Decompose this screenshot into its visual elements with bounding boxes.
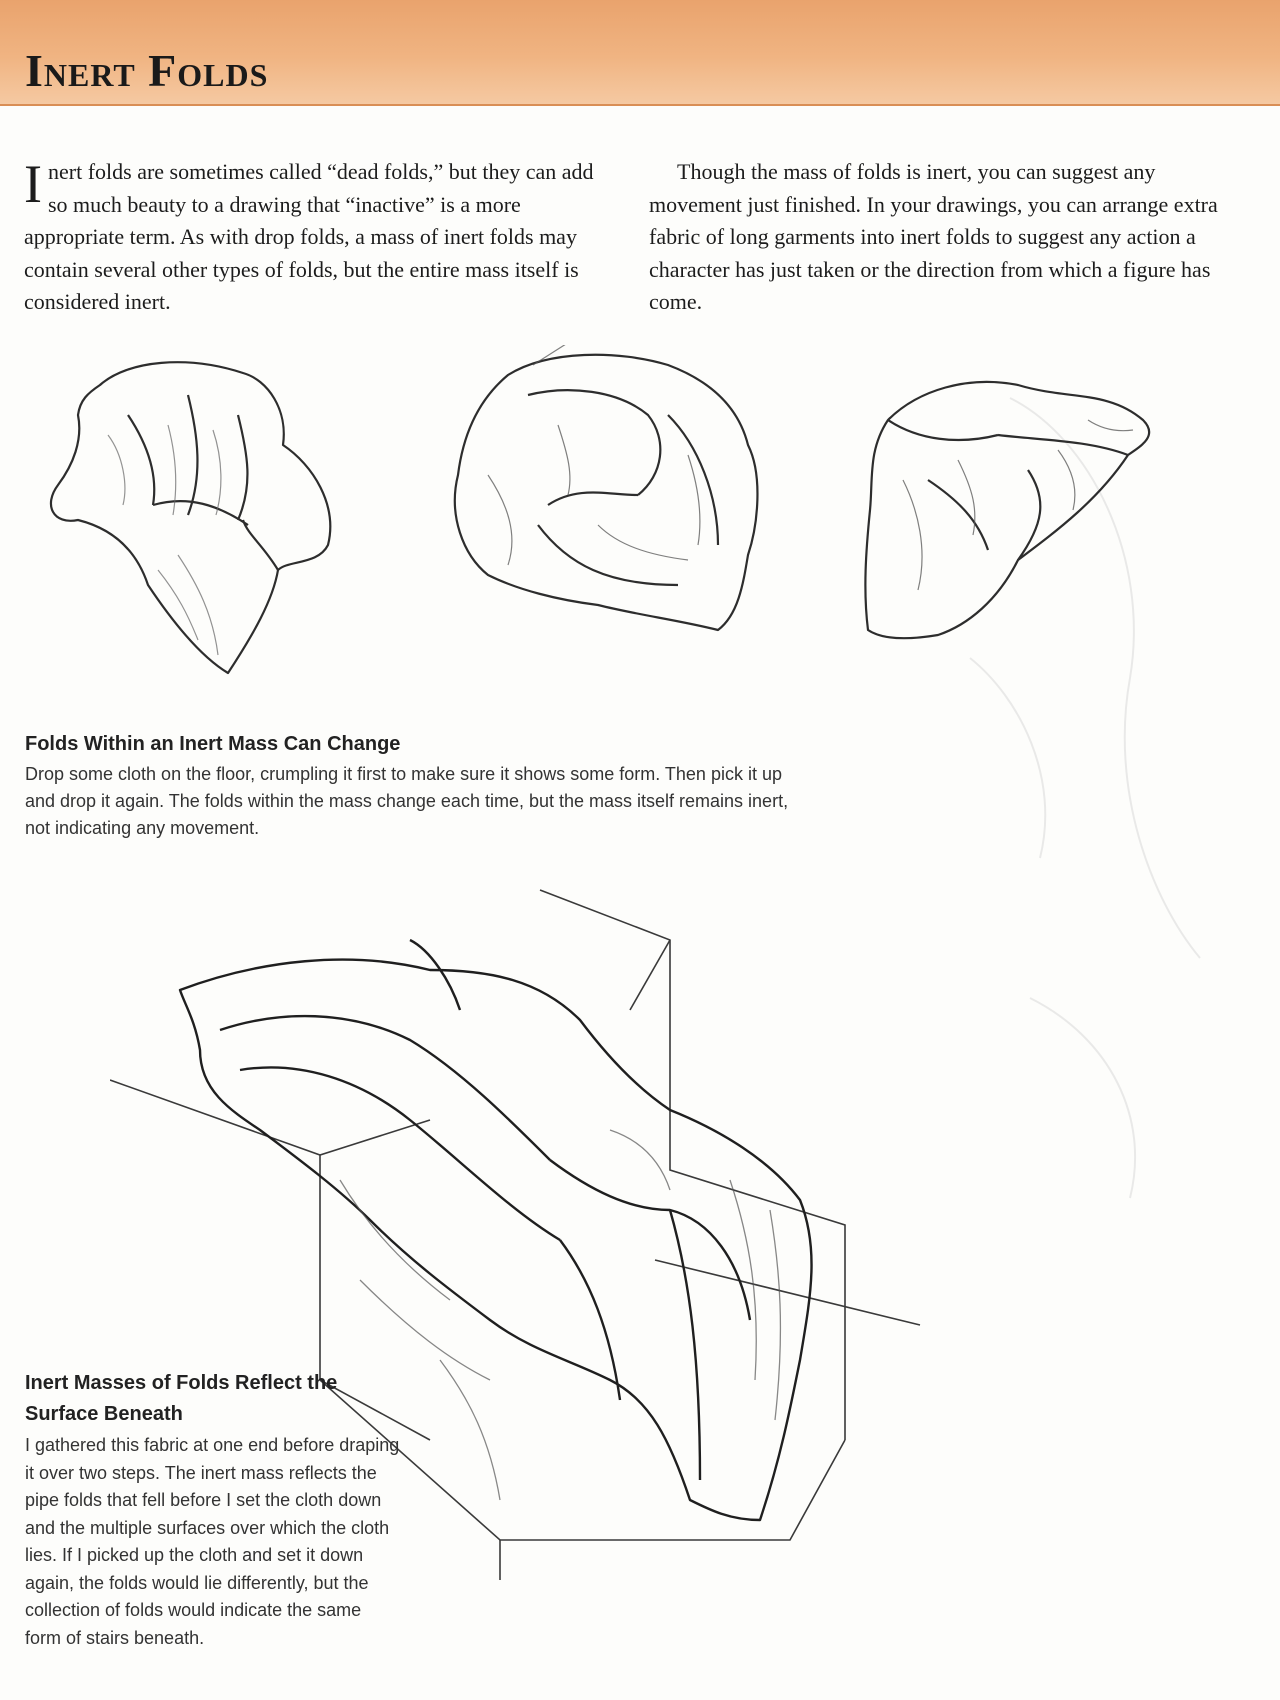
caption-2-line: I gathered this fabric at one end before draping [25,1435,400,1455]
caption-2-body [25,1432,435,1652]
cloth-sketch-folded [858,360,1238,690]
intro-paragraph-left [24,156,616,319]
caption-2-line: pipe folds that fell before I set the cloth down [25,1490,382,1510]
caption-1-body [25,761,855,842]
caption-2-line: collection of folds would indicate the same [25,1600,362,1620]
caption-2-line: form of stairs beneath. [25,1627,205,1648]
intro-left-text: nert folds are sometimes called “dead folds,” but they can add so much beauty to a drawing that “inactive” is a more appropriate term. As with drop folds, a mass of inert folds may contain several other types of folds, but the entire mass itself is considered inert. [24,159,594,314]
intro-paragraph-right: Though the mass of folds is inert, you can suggest any movement just finished. In your drawings, you can arrange extra fabric of long garments into inert folds to suggest any action a character has just taken or the direction from which a figure has come. [649,159,1218,314]
caption-2-line: again, the folds would lie differently, but the [25,1572,369,1593]
caption-2-line: lies. If I picked up the cloth and set it down [25,1545,364,1565]
cloth-sketch-hanging [38,355,348,685]
cloth-sketch-heap [448,345,778,635]
caption-2-title-line: Inert Masses of Folds Reflect the [25,1372,338,1394]
caption-2-title [25,1368,337,1430]
caption-1-line: Drop some cloth on the floor, crumpling it first to make sure it shows some form. Then pick it up [25,764,782,784]
caption-2-title-line: Surface Beneath [25,1403,183,1425]
caption-1-line: not indicating any movement. [25,818,260,838]
caption-2-line: it over two steps. The inert mass reflects the [25,1462,377,1483]
caption-2-line: and the multiple surfaces over which the cloth [25,1517,390,1538]
caption-1-line: and drop it again. The folds within the mass change each time, but the mass itself remains inert, [25,791,789,811]
dropcap: I [24,154,42,214]
page-title: Inert Folds [25,45,269,96]
caption-1-title: Folds Within an Inert Mass Can Change [25,733,401,755]
